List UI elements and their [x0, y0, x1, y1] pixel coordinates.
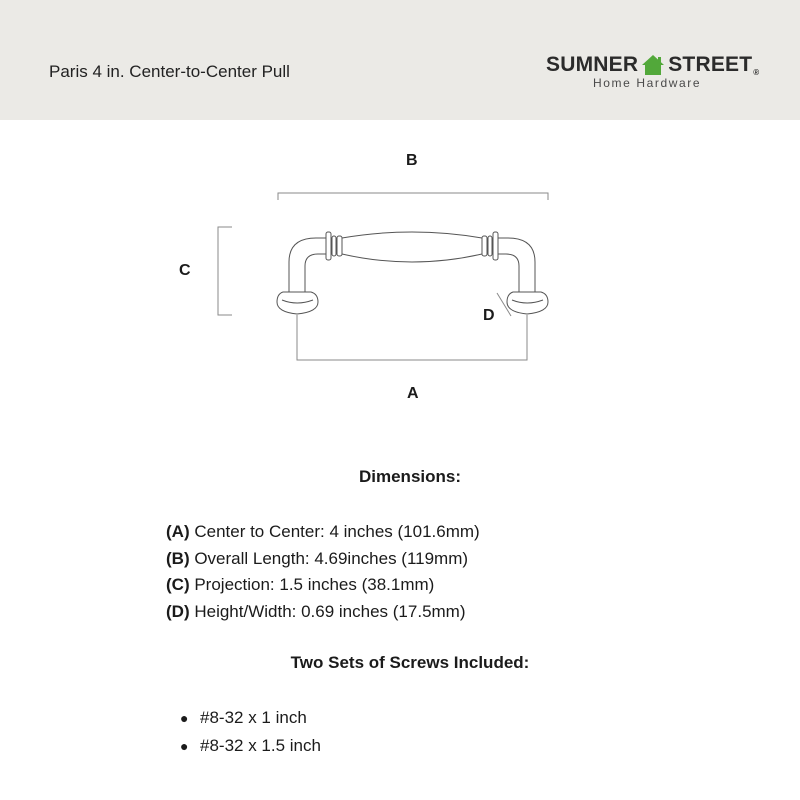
screw-item: [180, 732, 321, 760]
left-ring-3: [337, 236, 342, 256]
screws-list: [180, 704, 321, 760]
dimension-b-line: [278, 193, 548, 200]
header-bar: [0, 0, 800, 120]
dimension-item-c: [166, 572, 480, 599]
label-c: C: [179, 262, 191, 279]
dimensions-heading: Dimensions:: [358, 467, 462, 486]
label-a: A: [407, 385, 419, 402]
dimension-item-b: [166, 546, 480, 573]
dimension-text: Height/Width: 0.69 inches (17.5mm): [189, 601, 466, 621]
right-post: [498, 238, 535, 292]
dimension-key: (C): [166, 575, 190, 594]
brand-logo: [546, 48, 766, 98]
dimension-key: (B): [166, 548, 190, 568]
registered-mark: ®: [753, 68, 760, 77]
bullet-icon: ●: [180, 710, 189, 726]
dimension-item-d: [166, 599, 480, 626]
screws-heading: Two Sets of Screws Included:: [290, 653, 530, 672]
screw-item: [180, 704, 321, 732]
dimension-c-line: [218, 227, 232, 315]
screw-text: #8-32 x 1 inch: [200, 708, 307, 727]
brand-name-right: STREET: [668, 53, 753, 76]
brand-tagline: Home Hardware: [593, 76, 702, 90]
screw-text: #8-32 x 1.5 inch: [200, 736, 321, 755]
right-ring-1: [493, 232, 498, 260]
left-post: [289, 238, 326, 292]
dimension-item-a: [166, 519, 480, 546]
dimension-text: Center to Center: 4 inches (101.6mm): [189, 522, 480, 541]
right-ring-3: [482, 236, 487, 256]
product-title: Paris 4 in. Center-to-Center Pull: [49, 62, 290, 81]
dimension-text: Overall Length: 4.69inches (119mm): [189, 548, 469, 568]
pull-handle-drawing: [277, 232, 548, 314]
label-d: D: [483, 307, 495, 324]
left-ring-1: [326, 232, 331, 260]
brand-name-left: SUMNER: [546, 53, 639, 76]
house-icon: [641, 54, 665, 76]
dimension-key: (A): [166, 522, 190, 541]
bullet-icon: ●: [180, 738, 189, 754]
pull-dimension-diagram: [0, 120, 800, 420]
brand-name: [546, 53, 759, 77]
dimension-lines: [218, 193, 548, 360]
center-bar: [342, 232, 482, 262]
dimension-d-line: [497, 293, 511, 316]
dimensions-list: [166, 519, 480, 625]
dimension-text: Projection: 1.5 inches (38.1mm): [189, 575, 435, 594]
left-ring-2: [332, 236, 336, 256]
right-ring-2: [488, 236, 492, 256]
label-b: B: [406, 152, 418, 169]
dimension-key: (D): [166, 601, 190, 621]
